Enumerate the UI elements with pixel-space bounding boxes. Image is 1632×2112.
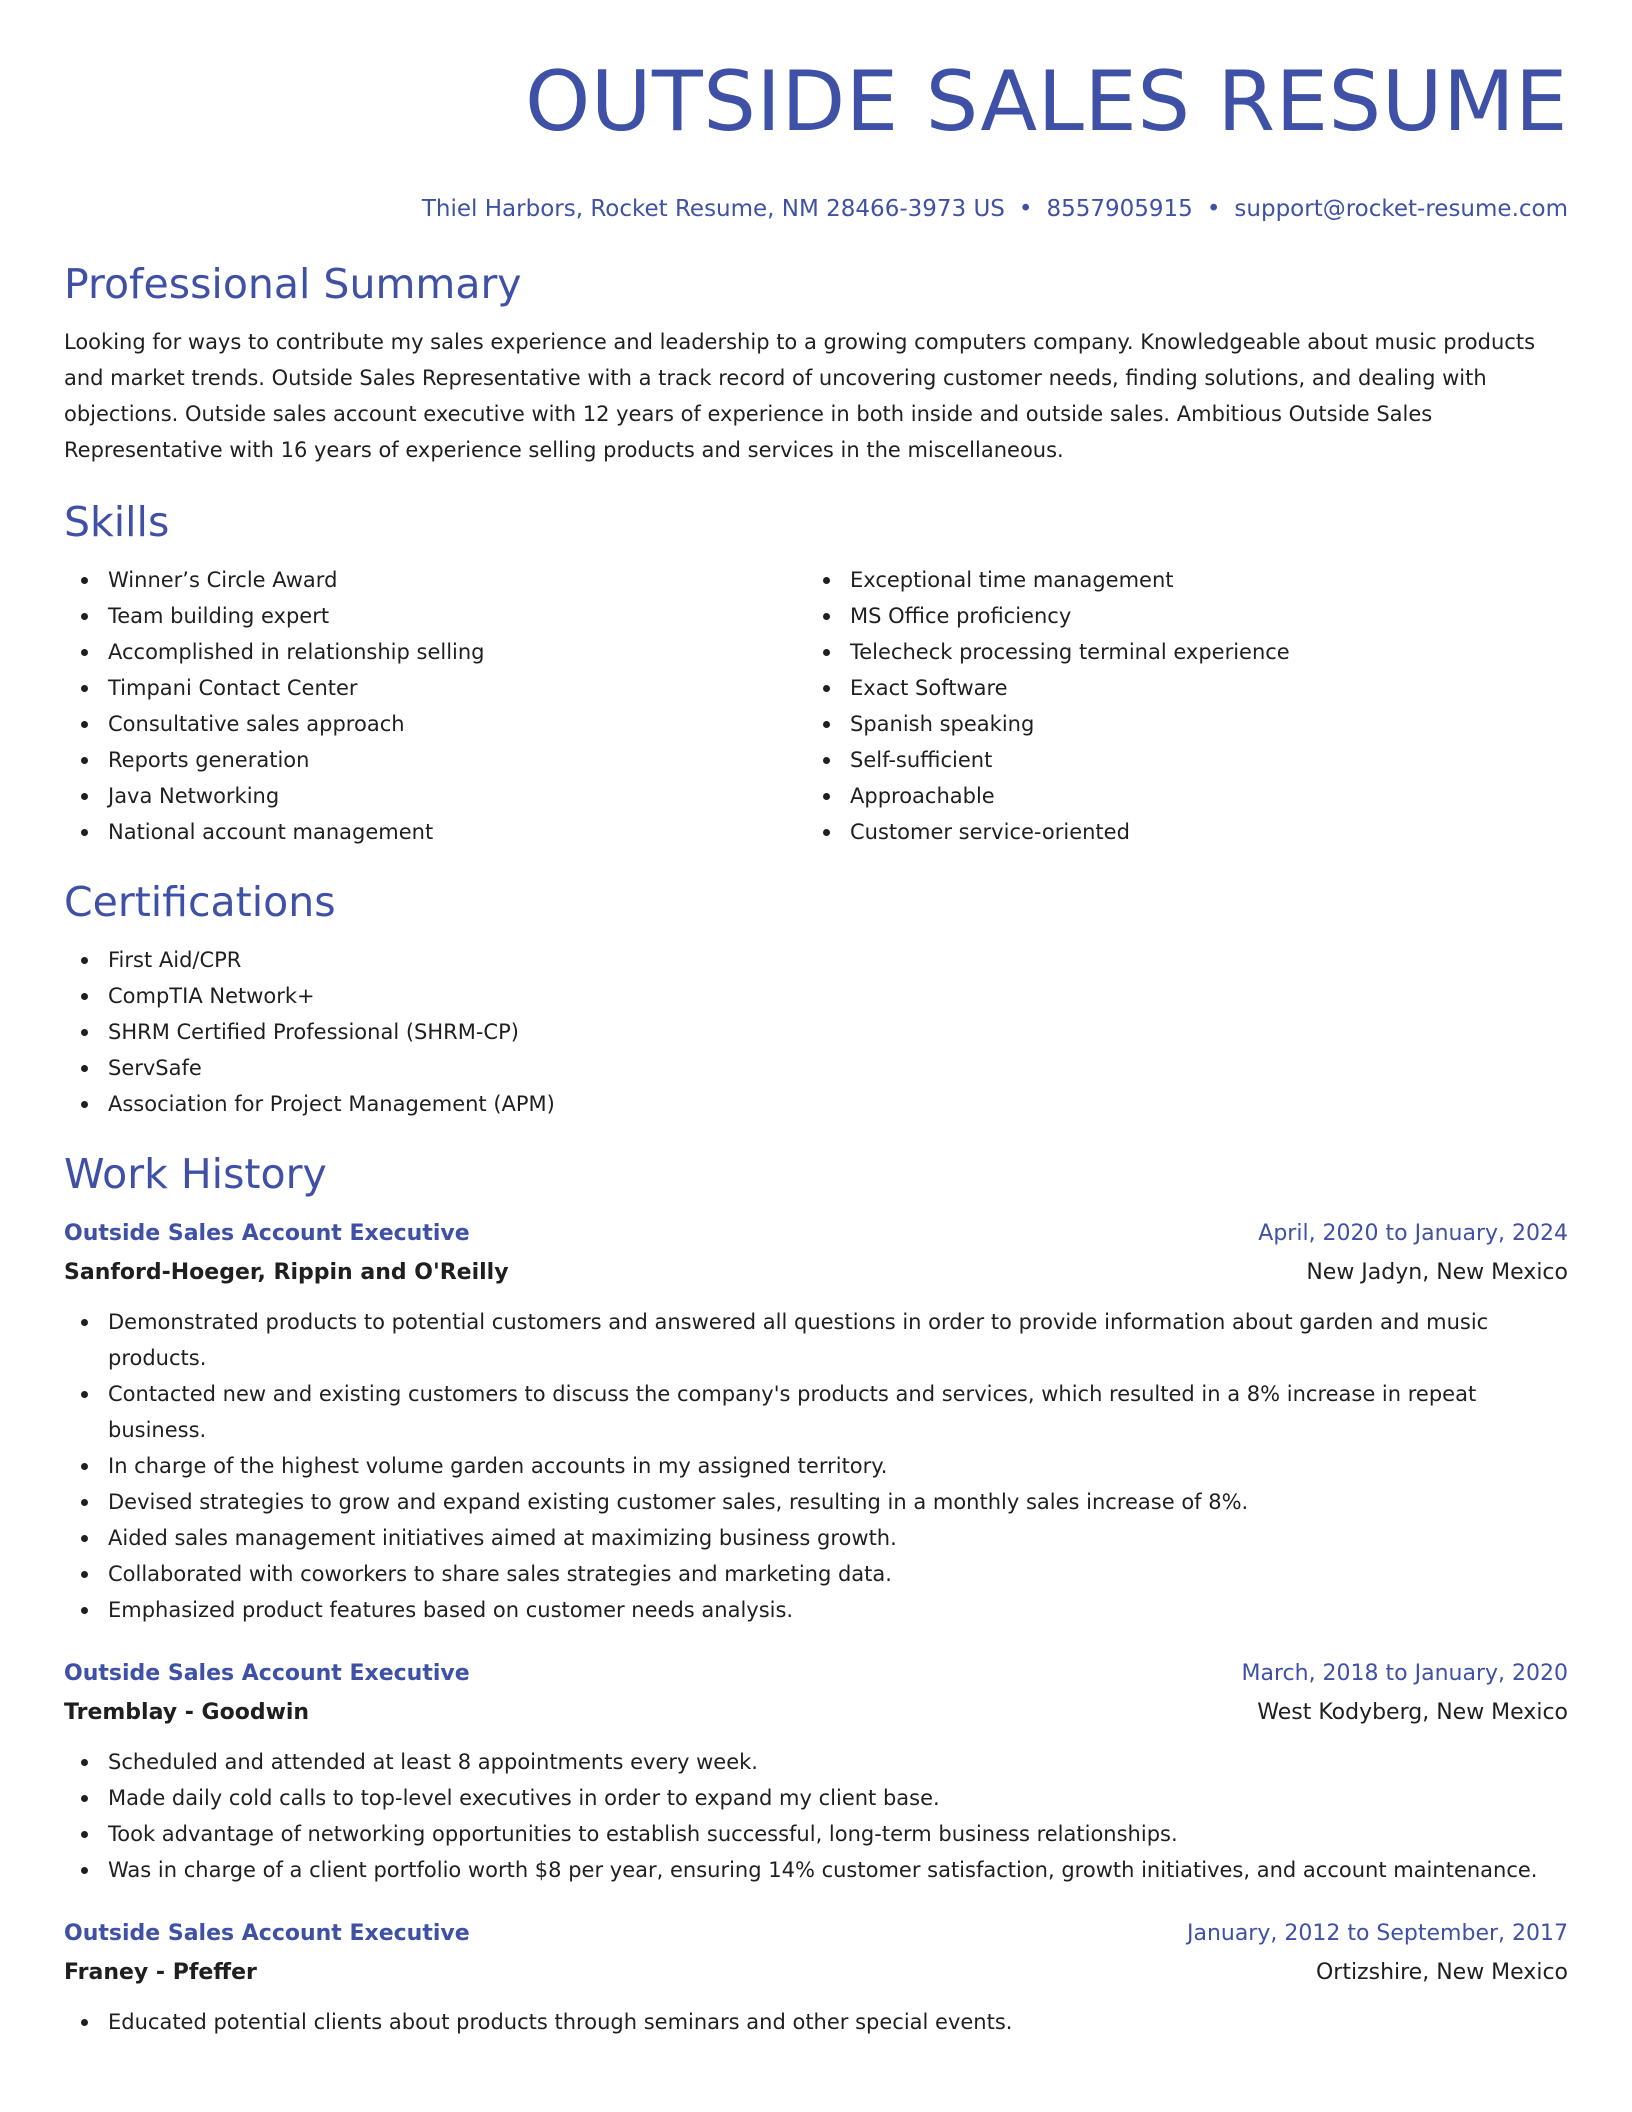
skill-item: Accomplished in relationship selling (64, 634, 806, 670)
certification-item: CompTIA Network+ (64, 978, 1568, 1014)
job-bullet: Took advantage of networking opportunities to establish successful, long-term business relationships. (64, 1816, 1568, 1852)
certification-item: First Aid/CPR (64, 942, 1568, 978)
resume-name: OUTSIDE SALES RESUME (524, 53, 1568, 150)
job-title: Outside Sales Account Executive (64, 1221, 470, 1246)
job-title: Outside Sales Account Executive (64, 1921, 470, 1946)
job-company-row (64, 1694, 1568, 1732)
skills-column-left (64, 562, 806, 850)
skills-list (64, 562, 1568, 850)
skills-column-right (806, 562, 1548, 850)
skill-item: Consultative sales approach (64, 706, 806, 742)
contact-separator: • (1018, 196, 1033, 222)
skills-heading: Skills (64, 498, 170, 546)
skill-item: Self-sufficient (806, 742, 1548, 778)
contact-phone: 8557905915 (1046, 196, 1193, 222)
job-entry (64, 1654, 1568, 1888)
job-dates: March, 2018 to January, 2020 (1241, 1661, 1568, 1686)
job-company: Tremblay - Goodwin (64, 1700, 310, 1725)
job-location: West Kodyberg, New Mexico (1257, 1700, 1568, 1725)
job-location: New Jadyn, New Mexico (1306, 1260, 1568, 1285)
skill-item: Approachable (806, 778, 1548, 814)
certification-item: ServSafe (64, 1050, 1568, 1086)
job-bullet-list (64, 2004, 1568, 2040)
job-company: Franey - Pfeffer (64, 1960, 257, 1985)
job-bullet: Was in charge of a client portfolio worth $8 per year, ensuring 14% customer satisfaction, growth initiatives, and account maintenance. (64, 1852, 1568, 1888)
job-bullet: Devised strategies to grow and expand existing customer sales, resulting in a monthly sales increase of 8%. (64, 1484, 1568, 1520)
certifications-list (64, 942, 1568, 1122)
job-bullet: Aided sales management initiatives aimed at maximizing business growth. (64, 1520, 1568, 1556)
job-company-row (64, 1254, 1568, 1292)
skill-item: National account management (64, 814, 806, 850)
certifications-heading: Certifications (64, 878, 336, 926)
job-bullet: Demonstrated products to potential customers and answered all questions in order to provide information about garden and music products. (64, 1304, 1568, 1376)
contact-separator: • (1206, 196, 1221, 222)
job-location: Ortizshire, New Mexico (1315, 1960, 1568, 1985)
job-bullet: In charge of the highest volume garden accounts in my assigned territory. (64, 1448, 1568, 1484)
skill-item: Timpani Contact Center (64, 670, 806, 706)
skill-item: Telecheck processing terminal experience (806, 634, 1548, 670)
job-bullet: Contacted new and existing customers to discuss the company's products and services, which resulted in a 8% increase in repeat business. (64, 1376, 1568, 1448)
skill-item: Exceptional time management (806, 562, 1548, 598)
summary-heading: Professional Summary (64, 260, 522, 308)
skill-item: Spanish speaking (806, 706, 1548, 742)
job-bullet: Emphasized product features based on customer needs analysis. (64, 1592, 1568, 1628)
work-history-heading: Work History (64, 1150, 327, 1198)
job-entry (64, 1914, 1568, 2040)
job-bullet: Scheduled and attended at least 8 appointments every week. (64, 1744, 1568, 1780)
summary-text: Looking for ways to contribute my sales experience and leadership to a growing computers company. Knowledgeable about music products and market trends. Outside Sales Representative with a track record of uncovering customer needs, finding solutions, and dealing with objections. Outside sales account executive with 12 years of experience in both inside and outside sales. Ambitious Outside Sales Representative with 16 years of experience selling products and services in the miscellaneous. (64, 330, 1536, 462)
job-bullet-list (64, 1304, 1568, 1628)
skill-item: Team building expert (64, 598, 806, 634)
job-title: Outside Sales Account Executive (64, 1661, 470, 1686)
certification-item: Association for Project Management (APM) (64, 1086, 1568, 1122)
job-dates: April, 2020 to January, 2024 (1258, 1221, 1568, 1246)
job-company-row (64, 1954, 1568, 1992)
skill-item: Java Networking (64, 778, 806, 814)
skill-item: Customer service-oriented (806, 814, 1548, 850)
certification-item: SHRM Certified Professional (SHRM-CP) (64, 1014, 1568, 1050)
job-bullet-list (64, 1744, 1568, 1888)
job-bullet: Made daily cold calls to top-level executives in order to expand my client base. (64, 1780, 1568, 1816)
job-entry (64, 1214, 1568, 1628)
contact-line (64, 194, 1568, 224)
skill-item: Winner’s Circle Award (64, 562, 806, 598)
job-header-row (64, 1914, 1568, 1954)
contact-email: support@rocket-resume.com (1234, 196, 1568, 222)
skill-item: Reports generation (64, 742, 806, 778)
job-company: Sanford-Hoeger, Rippin and O'Reilly (64, 1260, 509, 1285)
job-bullet: Educated potential clients about products through seminars and other special events. (64, 2004, 1568, 2040)
skill-item: MS Office proficiency (806, 598, 1548, 634)
job-header-row (64, 1654, 1568, 1694)
job-header-row (64, 1214, 1568, 1254)
job-dates: January, 2012 to September, 2017 (1186, 1921, 1568, 1946)
skill-item: Exact Software (806, 670, 1548, 706)
job-bullet: Collaborated with coworkers to share sales strategies and marketing data. (64, 1556, 1568, 1592)
contact-address: Thiel Harbors, Rocket Resume, NM 28466-3973 US (421, 196, 1005, 222)
